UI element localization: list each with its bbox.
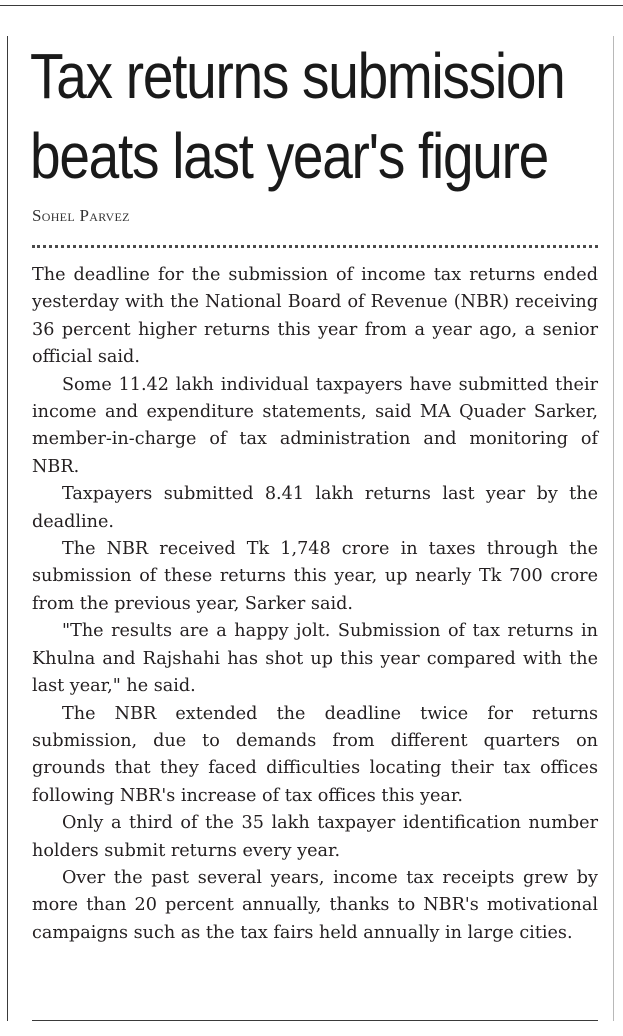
article-body	[32, 262, 598, 947]
paragraph-6: The NBR extended the deadline twice for returns submission, due to demands from different quarters on grounds that they faced difficulties locating their tax offices following NBR's increase of tax offices this year.	[32, 703, 598, 806]
right-column-rule	[613, 36, 614, 1021]
bottom-rule	[32, 1020, 598, 1021]
dotted-separator	[32, 245, 598, 248]
headline-line-1: Tax returns submission	[30, 40, 565, 112]
paragraph-1: The deadline for the submission of income tax returns ended yesterday with the National Board of Revenue (NBR) receiving 36 percent higher returns this year from a year ago, a senior official said.	[32, 265, 598, 368]
paragraph-4: The NBR received Tk 1,748 crore in taxes through the submission of these returns this year, up nearly Tk 700 crore from the previous year, Sarker said.	[32, 539, 598, 614]
top-rule	[0, 5, 623, 6]
byline: Sohel Parvez	[32, 206, 130, 225]
paragraph-8: Over the past several years, income tax receipts grew by more than 20 percent annually, thanks to NBR's motivational campaigns such as the tax fairs held annually in large cities.	[32, 867, 598, 943]
left-column-rule	[7, 36, 8, 1021]
paragraph-7: Only a third of the 35 lakh taxpayer identification number holders submit returns every year.	[32, 813, 598, 861]
headline-line-2: beats last year's figure	[30, 120, 548, 192]
paragraph-2: Some 11.42 lakh individual taxpayers have submitted their income and expenditure statements, said MA Quader Sarker, member-in-charge of tax administration and monitoring of NBR.	[32, 374, 598, 477]
headline	[30, 36, 565, 196]
paragraph-5: "The results are a happy jolt. Submission of tax returns in Khulna and Rajshahi has shot up this year compared with the last year," he said.	[32, 621, 598, 697]
paragraph-3: Taxpayers submitted 8.41 lakh returns last year by the deadline.	[32, 484, 598, 532]
